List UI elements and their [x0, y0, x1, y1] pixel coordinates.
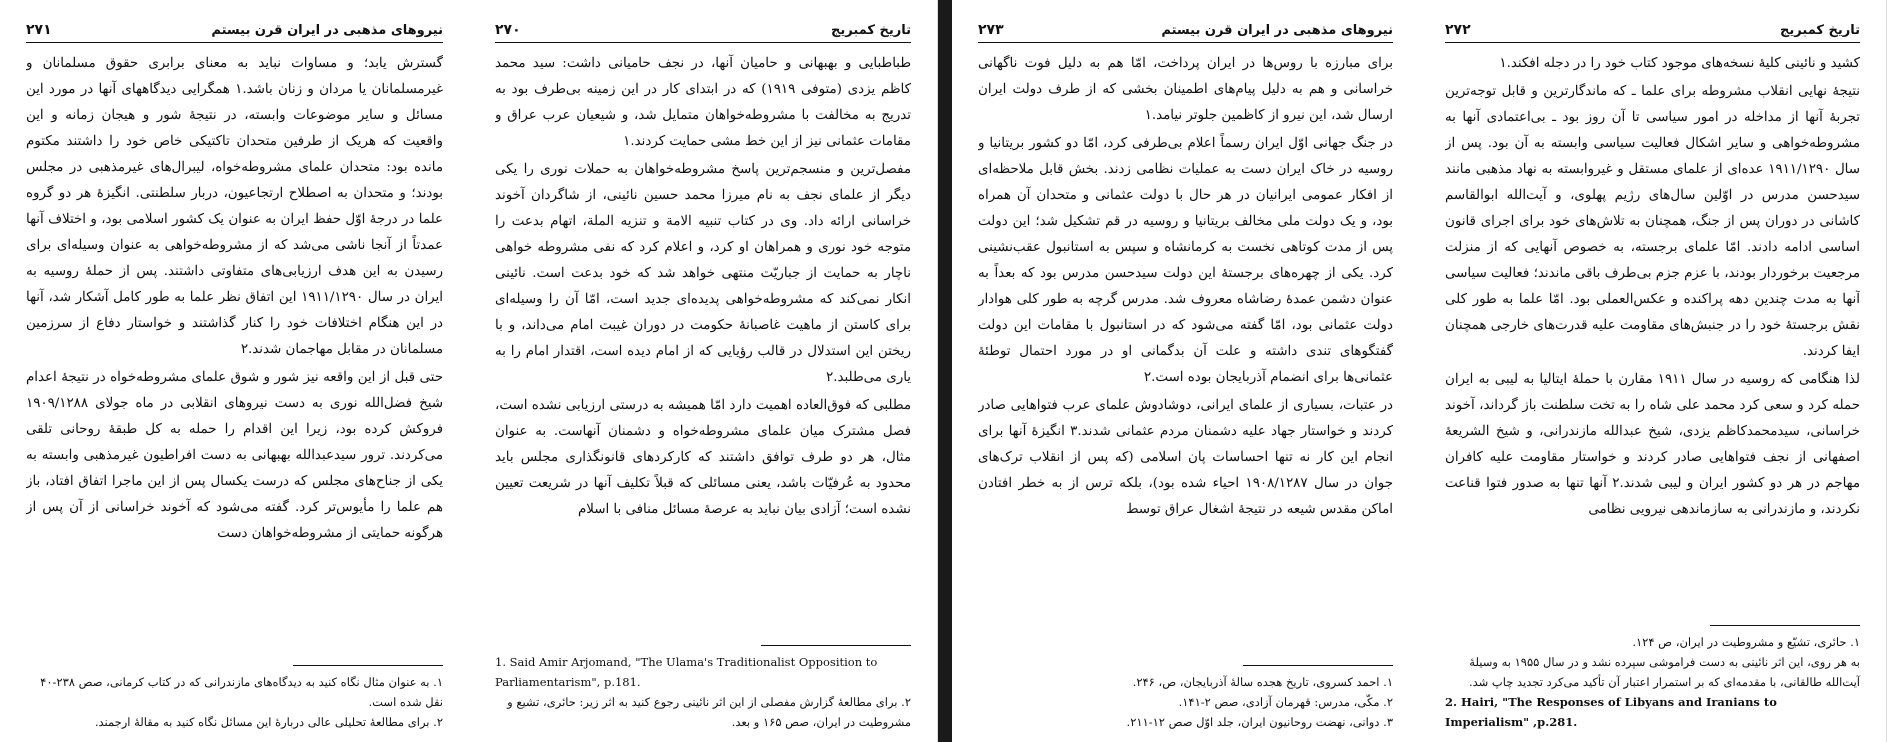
page-header [26, 22, 443, 43]
paragraph: گسترش یابد؛ و مساوات نباید به معنای برابری حقوق مسلمانان و غیرمسلمانان یا مردان و زنان باشد.۱ همگرایی دیدگاههای آنها در مورد این مسائل و سایر موضوعات وابسته، در نتیجهٔ شور و هیجان زمانه و این واقعیت که هریک از طرفین متحدان تاکتیکی خاص خود را داشتند مکتوم مانده بود: متحدان علمای مشروطه‌خواه، لیبرال‌های غیرمذهبی در مجلس بودند؛ و متحدان به اصطلاح ارتجاعیون، دربار سلطنتی. انگیزهٔ هر دو گروه علما در درجهٔ اوّل حفظ ایران به عنوان یک کشور اسلامی بود، و اختلاف آنها عمدتاً از آنجا ناشی می‌شد که از مشروطه‌خواهی به عنوان وسیله‌ای برای رسیدن به این هدف ارزیابی‌های متفاوتی داشتند. پس از حملهٔ روسیه به ایران در سال ۱۹۱۱/۱۲۹۰ این اتفاق نظر علما به طور کامل آشکار شد، آنها در این هنگام اختلافات خود را کنار گذاشتند و خواستار دفاع از سرزمین مسلمانان در مقابل مهاجمان شدند.۲ [26, 56, 443, 357]
footnote: ۲. برای مطالعهٔ گزارش مفصلی از این اثر نائینی رجوع کنید به اثر زیر: حائری، تشیع و مشروطیت در ایران، صص ۱۶۵ و بعد. [507, 695, 911, 729]
page-header [1445, 22, 1860, 43]
footnote: به هر روی، این اثر نائینی به دست فراموشی سپرده نشد و در سال ۱۹۵۵ به وسیلهٔ آیت‌الله طالقانی، با مقدمه‌ای که بر استمرار اعتبار آن تأکید می‌کرد تجدید چاپ شد. [1468, 655, 1860, 689]
running-title: تاریخ کمبریج [1780, 23, 1860, 38]
body-text [978, 51, 1393, 657]
page-number: ۲۷۳ [978, 22, 1004, 38]
running-title: نیروهای مذهبی در ایران قرن بیستم [1161, 23, 1393, 38]
footnote-separator [761, 645, 911, 646]
footnote: ۱. به عنوان مثال نگاه کنید به دیدگاه‌های مازندرانی که در کتاب کرمانی، صص ۲۳۸-۴۰ نقل شده است. [40, 675, 443, 709]
page-272 [1419, 0, 1887, 742]
page-header [978, 22, 1393, 43]
body-text [495, 51, 911, 637]
paragraph: طباطبایی و بهبهانی و حامیان آنها، در نجف حامیانی داشت: سید محمد کاظم یزدی (متوفی ۱۹۱۹) که در ابتدای کار در این زمینه بی‌طرف بود به تدریج به مخالفت با مشروطه‌خواهان متمایل شد، و شیعیان عرب عراق و مقامات عثمانی نیز از این خط مشی حمایت کردند.۱ [495, 56, 911, 149]
running-title: تاریخ کمبریج [831, 23, 911, 38]
footnote: ۱. حائری، تشیّع و مشروطیت در ایران، ص ۱۲۴. [1632, 635, 1860, 649]
page-number: ۲۷۰ [495, 22, 521, 38]
page-273 [952, 0, 1419, 742]
body-text [1445, 51, 1860, 617]
page-number: ۲۷۱ [26, 22, 52, 38]
footnote: ۱. احمد کسروی، تاریخ هجده سالهٔ آذربایجان، ص، ۲۴۶. [1132, 675, 1393, 689]
body-text [26, 51, 443, 657]
footnote: 2. Hairi, "The Responses of Libyans and Iranians to Imperialism" ,p.281. [1445, 695, 1777, 729]
running-title: نیروهای مذهبی در ایران قرن بیستم [211, 23, 443, 38]
footnotes [1445, 632, 1860, 732]
footnote: ۲. برای مطالعهٔ تحلیلی عالی دربارهٔ این مسائل نگاه کنید به مقالهٔ ارجمند. [94, 715, 443, 729]
footnote-separator [1243, 665, 1393, 666]
footnotes [495, 652, 911, 732]
footnotes [26, 672, 443, 732]
paragraph: کشید و نائینی کلیهٔ نسخه‌های موجود کتاب خود را در دجله افکند.۱ [1499, 56, 1860, 71]
paragraph: مطلبی که فوق‌العاده اهمیت دارد امّا همیشه به درستی ارزیابی نشده است، فصل مشترک میان علمای مشروطه‌خواه و دشمنان آنهاست. به عنوان مثال، هر دو طرف توافق داشتند که کارکردهای قانونگذاری مجلس باید محدود به عُرفیّات باشد، یعنی مسائلی که قبلاً تکلیف آنها در شریعت تعیین نشده است؛ آزادی بیان نباید به عرصهٔ مسائل منافی با اسلام [495, 398, 911, 517]
page-header [495, 22, 911, 43]
page-270 [469, 0, 938, 742]
paragraph: مفصل‌ترین و منسجم‌ترین پاسخ مشروطه‌خواهان به حملات نوری را یکی دیگر از علمای نجف به نام میرزا محمد حسین نائینی، از شاگردان آخوند خراسانی ارائه داد. وی در کتاب تنبیه الامة و تنزیه الملة، اتهام بدعت را متوجه خود نوری و همراهان او کرد، و اعلام کرد که نفی مشروطه خواهی ناچار به حمایت از جباریّت منتهی خواهد شد که خود بدعت است. نائینی انکار نمی‌کند که مشروطه‌خواهی پدیده‌ای جدید است، امّا آن را وسیله‌ای برای کاستن از ماهیت غاصبانهٔ حکومت در دوران غیبت امام می‌داند، و با ریختن این استدلال در قالب رؤیایی که از امام دیده است، اقتدار امام را به یاری می‌طلبد.۲ [495, 162, 911, 385]
left-spread [0, 0, 938, 742]
footnote: ۳. دوانی، نهضت روحانیون ایران، جلد اوّل صص ۱۲-۲۱۱. [1126, 715, 1393, 729]
paragraph: حتی قبل از این واقعه نیز شور و شوق علمای مشروطه‌خواه در نتیجهٔ اعدام شیخ فضل‌الله نوری به دست نیروهای انقلابی در ماه جولای ۱۹۰۹/۱۲۸۸ فروکش کرده بود، زیرا این اقدام را حمله به کل طبقهٔ روحانی تلقی می‌کردند. ترور سیدعبدالله بهبهانی به دست افراطیون غیرمذهبی وابسته به یکی از جناح‌های مجلس که درست یکسال پس از این ماجرا اتفاق افتاد، باز هم علما را مأیوس‌تر کرد. گفته می‌شود که آخوند خراسانی از آن پس از هرگونه حمایتی از مشروطه‌خواهان دست [26, 370, 443, 541]
paragraph: نتیجهٔ نهایی انقلاب مشروطه برای علما ـ که ماندگارترین و قابل توجه‌ترین تجربهٔ آنها از مداخله در امور سیاسی تا آن روز بود ـ بی‌اعتمادی آنها به مشروطه‌خواهی و سایر اشکال فعالیت سیاسی وابسته به آن بود. پس از سال ۱۹۱۱/۱۲۹۰ عده‌ای از علمای مستقل و غیروابسته به نهاد مذهبی مانند سیدحسن مدرس در اوّلین سال‌های رژیم پهلوی، و آیت‌الله ابوالقاسم کاشانی در دوران پس از جنگ، همچنان به تلاش‌های خود برای اجرای قانون اساسی ادامه دادند. امّا علمای برجسته، به خصوص آنهایی که از منزلت مرجعیت برخوردار بودند، با عزم جزم بی‌طرف باقی ماندند؛ فعالیت سیاسی آنها به مدت چندین دهه پراکنده و عکس‌العملی بود. امّا علما به طور کلی نقش برجستهٔ خود را در جنبش‌های مقاومت علیه قدرت‌های خارجی همچنان ایفا کردند. [1445, 84, 1860, 359]
footnote: ۲. مکّی، مدرس: قهرمان آزادی، صص ۲-۱۴۱. [1178, 695, 1393, 709]
footnote: 1. Said Amir Arjomand, "The Ulama's Traditionalist Opposition to Parliamentarism", p.181. [495, 655, 878, 689]
footnotes [978, 672, 1393, 732]
page-271 [0, 0, 469, 742]
paragraph: لذا هنگامی که روسیه در سال ۱۹۱۱ مقارن با حملهٔ ایتالیا به لیبی به ایران حمله کرد و سعی کرد محمد علی شاه را به تخت سلطنت باز گرداند، آخوند خراسانی، سیدمحمدکاظم یزدی، شیخ عبدالله مازندرانی، و شیخ الشریعهٔ اصفهانی از نجف فتواهایی صادر کردند و خواستار مقاومت علیه کافران مهاجم در هر دو کشور ایران و لیبی شدند.۲ آنها تنها به صدور فتوا قناعت نکردند، و مازندرانی به سازماندهی نیرویی نظامی [1445, 372, 1860, 517]
right-spread [952, 0, 1887, 742]
paragraph: در جنگ جهانی اوّل ایران رسماً اعلام بی‌طرفی کرد، امّا دو کشور بریتانیا و روسیه در خاک ایران دست به عملیات نظامی زدند. بخش قابل ملاحظه‌ای از افکار عمومی ایرانیان در هر حال با دولت عثمانی و متحدان آن همراه بود، و یک دولت ملی مخالف بریتانیا و روسیه در قم تشکیل شد؛ این دولت پس از مدت کوتاهی نخست به کرمانشاه و سپس به استانبول عقب‌نشینی کرد. یکی از چهره‌های برجستهٔ این دولت سیدحسن مدرس بود که بعداً به عنوان دشمن عمدهٔ رضاشاه معروف شد. مدرس گرچه به طور کلی هوادار دولت عثمانی بود، امّا گفته می‌شود که در استانبول با مقامات این دولت گفتگوهای تندی داشته و علت آن بدگمانی او در مورد احتمال توطئهٔ عثمانی‌ها برای انضمام آذربایجان بوده است.۲ [978, 136, 1393, 385]
footnote-separator [293, 665, 443, 666]
footnote-separator [1710, 625, 1860, 626]
paragraph: در عتبات، بسیاری از علمای ایرانی، دوشادوش علمای عرب فتواهایی صادر کردند و خواستار جهاد علیه دشمنان مردم عثمانی شدند.۳ انگیزهٔ آنها برای انجام این کار نه تنها احساسات پان اسلامی (که پس از انقلاب ترک‌های جوان در سال ۱۹۰۸/۱۲۸۷ احیاء شده بود)، بلکه ترس از به خطر افتادن اماکن مقدس شیعه در نتیجهٔ اشغال عراق توسط [978, 398, 1393, 517]
paragraph: برای مبارزه با روس‌ها در ایران پرداخت، امّا هم به دلیل فوت ناگهانی خراسانی و هم به دلیل پیام‌های اطمینان بخشی که از طرف دولت ایران ارسال شد، این نیرو از کاظمین جلوتر نیامد.۱ [978, 56, 1393, 123]
page-number: ۲۷۲ [1445, 22, 1471, 38]
